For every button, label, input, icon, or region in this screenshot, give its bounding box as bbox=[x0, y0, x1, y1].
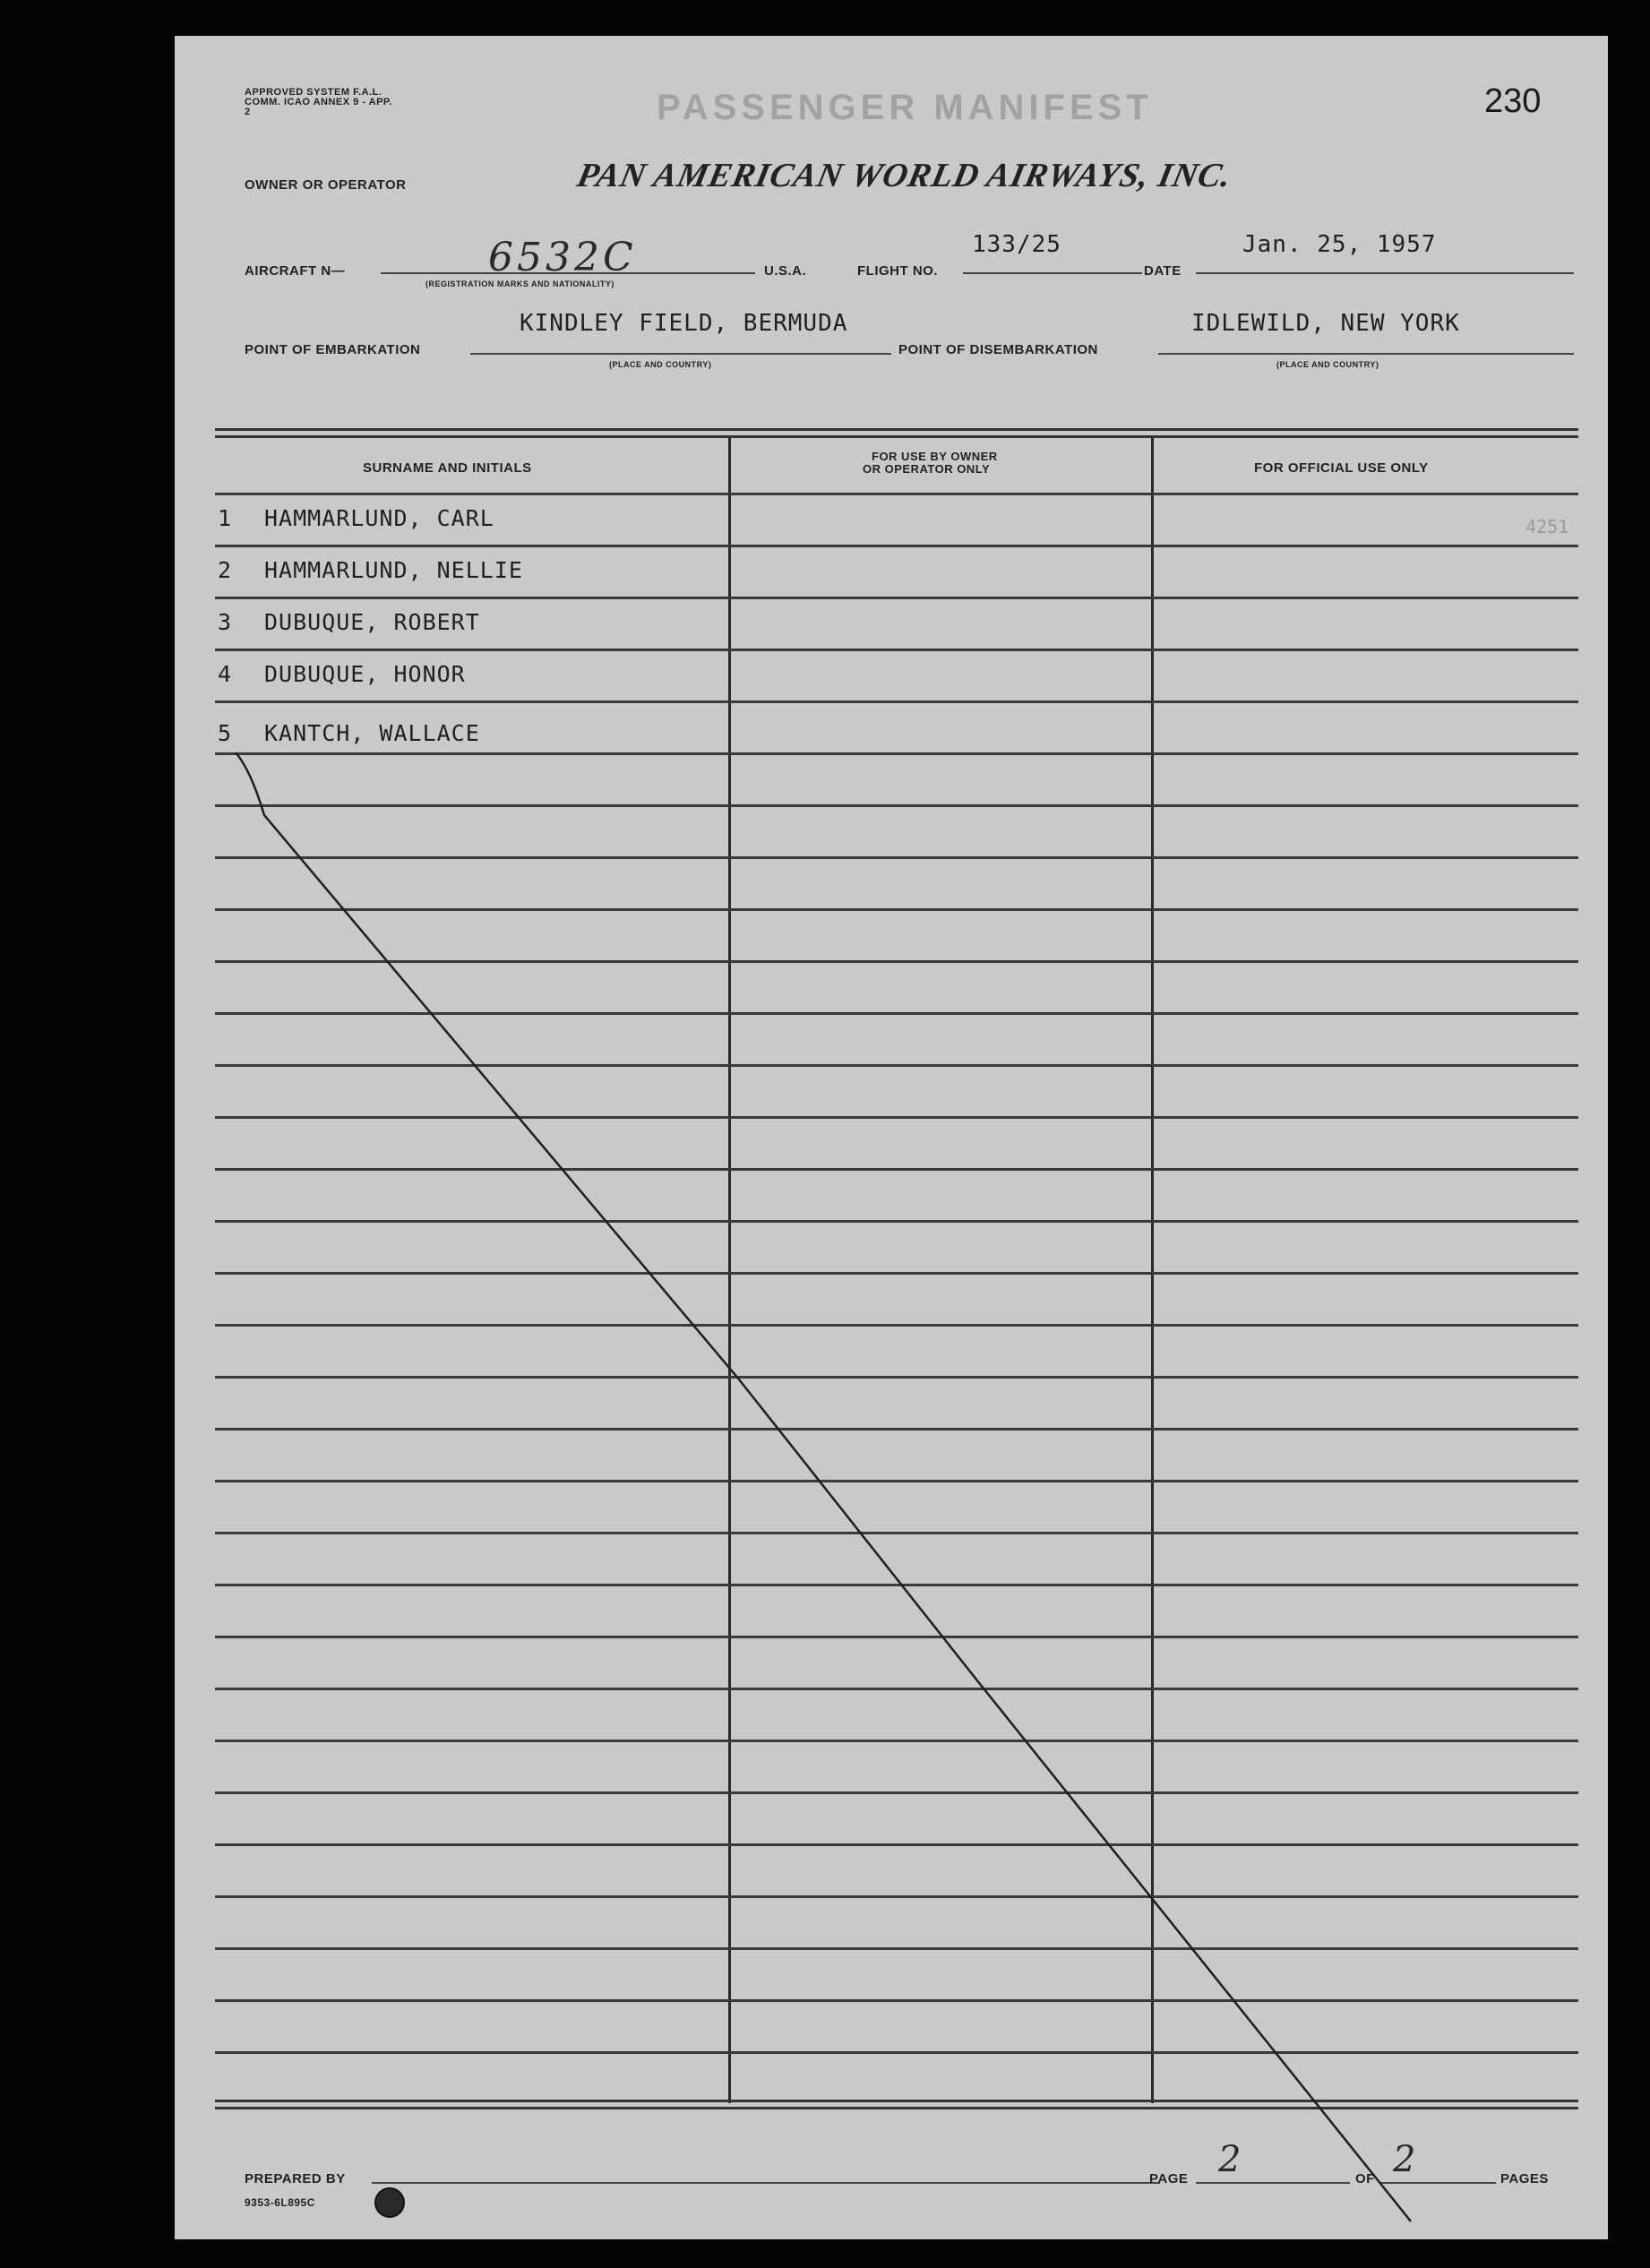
passenger-name: HAMMARLUND, NELLIE bbox=[264, 557, 523, 583]
aircraft-label: AIRCRAFT N— bbox=[245, 263, 346, 279]
manifest-sheet bbox=[175, 36, 1608, 2239]
usa-label: U.S.A. bbox=[764, 263, 807, 279]
header-official-use: FOR OFFICIAL USE ONLY bbox=[1254, 460, 1429, 476]
passenger-number: 1 bbox=[218, 505, 232, 531]
page-label: PAGE bbox=[1149, 2171, 1189, 2186]
header-surname: SURNAME AND INITIALS bbox=[363, 460, 532, 476]
flight-label: FLIGHT NO. bbox=[857, 263, 938, 279]
aircraft-number: 6532C bbox=[488, 235, 637, 280]
passenger-name: KANTCH, WALLACE bbox=[264, 720, 480, 746]
date-value: Jan. 25, 1957 bbox=[1242, 231, 1437, 258]
disembarkation-value: IDLEWILD, NEW YORK bbox=[1191, 310, 1460, 337]
airline-name: PAN AMERICAN WORLD AIRWAYS, INC. bbox=[573, 157, 1236, 194]
embarkation-label: POINT OF EMBARKATION bbox=[245, 342, 421, 357]
disembarkation-label: POINT OF DISEMBARKATION bbox=[898, 342, 1098, 357]
form-number: 9353-6L895C bbox=[245, 2196, 315, 2209]
of-label: OF bbox=[1355, 2171, 1375, 2186]
embarkation-sublabel: (PLACE AND COUNTRY) bbox=[609, 360, 712, 369]
date-label: DATE bbox=[1144, 263, 1182, 279]
pages-label: PAGES bbox=[1500, 2171, 1549, 2186]
page-value: 2 bbox=[1218, 2139, 1242, 2180]
owner-label: OWNER OR OPERATOR bbox=[245, 177, 407, 193]
passenger-number: 5 bbox=[218, 720, 232, 746]
passenger-name: DUBUQUE, ROBERT bbox=[264, 609, 480, 635]
page-number: 230 bbox=[1484, 82, 1542, 120]
approval-stamp: APPROVED SYSTEM F.A.L. COMM. ICAO ANNEX 9 - APP. 2 bbox=[245, 87, 392, 117]
manifest-title: PASSENGER MANIFEST bbox=[657, 88, 1153, 127]
flight-number: 133/25 bbox=[972, 231, 1061, 258]
passenger-number: 2 bbox=[218, 557, 232, 583]
passenger-number: 4 bbox=[218, 661, 232, 687]
passenger-name: HAMMARLUND, CARL bbox=[264, 505, 494, 531]
aircraft-sublabel: (REGISTRATION MARKS AND NATIONALITY) bbox=[425, 279, 614, 288]
disembarkation-sublabel: (PLACE AND COUNTRY) bbox=[1276, 360, 1379, 369]
diagonal-cancel-line bbox=[175, 36, 1608, 2239]
passenger-number: 3 bbox=[218, 609, 232, 635]
embarkation-value: KINDLEY FIELD, BERMUDA bbox=[520, 310, 848, 337]
of-value: 2 bbox=[1393, 2139, 1416, 2180]
prepared-by-label: PREPARED BY bbox=[245, 2171, 346, 2186]
passenger-name: DUBUQUE, HONOR bbox=[264, 661, 466, 687]
header-owner-use-2: OR OPERATOR ONLY bbox=[863, 462, 991, 476]
header-owner-use-1: FOR USE BY OWNER bbox=[872, 450, 998, 463]
official-mark: 4251 bbox=[1525, 516, 1569, 537]
